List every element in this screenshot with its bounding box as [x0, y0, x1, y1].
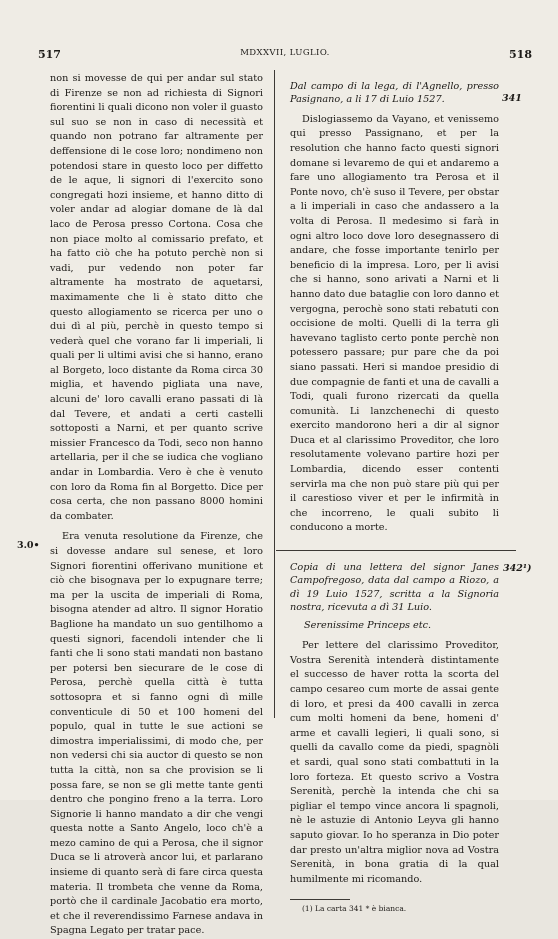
margin-number: 341 — [502, 93, 522, 104]
letter-heading — [290, 561, 532, 615]
right-paragraph: Dislogiassemo da Vayano, et venissemo qui presso Passignano, et per la resolution che hanno facto questi signori domane si levaremo de qui et andaremo a fare uno allogiamento tra Perosa et il Ponte novo, ch'è suso il Tevere, per obstar a li imperiali in caso che andassero a la volta di Perosa. Il medesimo si farà in ogni altro loco dove loro desegnassero di andare, che fosse importante tenirlo per beneficio di la impresa. Loro, per li avisi che si hanno, sono arivati a Narni et li hanno dato due bataglie con loro danno et vergogna, perochè sono stati rebatuti con occisione de molti. Quelli di la terra gli havevano taglisto certo ponte perchè non potessero passare; pur pare che da poi siano passati. Heri si mandoe presidio di due compagnie de fanti et una de cavalli a Todi, quali furono rizercati da quella comunità. Li lanzchenechi di questo exercito mandorono heri a dir al signor Duca et al clarissimo Proveditor, che loro resolutamente volevano partire hozi per Lombardia, dicendo esser contenti servirla ma che non può stare più qui per il carestioso viver et per le infirmità in che incorreno, le quali subito li conducono a morte. — [290, 113, 499, 534]
page-number-left: 517 — [38, 48, 61, 61]
column-divider — [274, 70, 275, 718]
letter-heading — [290, 80, 522, 107]
section-rule — [276, 550, 516, 551]
left-column — [50, 72, 263, 939]
right-paragraph: Per lettere del clarissimo Proveditor, Vostra Serenità intenderà distintamente el successo de haver rotta la scorta del campo cesareo cum morte de assai gente di loro, et presi da 400 cavalli in zerca cum molti homeni da bene, homeni d' arme et cavalli legieri, li quali sono, si quelli da cavallo come da piedi, spagnòli et sardi, qual sono stati combattuti in la loro forteza. Et questo scrivo a Vostra Serenità, perchè la intenda che chi sa pigliar el tempo vince ancora li spagnoli, nè le astuzie di Antonio Leyva gli hanno saputo giovar. Io ho speranza in Dio poter dar presto un'altra miglior nova ad Vostra Serenità, in bona gratia di la qual humilmente mi ricomando. — [290, 640, 499, 885]
left-paragraph: non si movesse de qui per andar sul stato di Firenze se non ad richiesta di Signori fiorentini li quali dicono non voler il guasto sul suo se non in caso di necessità et quando non potrano far altramente per deffensione di le cose loro; nondimeno non potendosi stare in questo loco per diffetto de le aque, li signori di l'exercito sono congregati hozi insieme, et hanno ditto di voler andar ad alogiar domane de là dal laco de Perosa presso Cortona. Cosa che non piace molto al comissario prefato, et ha fatto ciò che ha potuto perchè non si vadi, pur vedendo non poter far altramente ha mostrato de aquetarsi, maximamente che li è stato ditto che questo allogiamento se ricerca per uno o dui dì al più, perchè in questo tempo si vederà quel che vorano far li imperiali, li quali per li ultimi avisi che si hanno, erano al Borgeto, loco distante da Roma circa 30 miglia, et havendo pigliata una nave, alcuni de' loro cavalli erano passati di là dal Tevere, et andati a certi castelli sottoposti a Narni, et per quanto scrive missier Francesco da Todi, seco non hanno artellaria, per il che se iudica che vogliano andar in Lombardia. Vero è che è venuto con loro da Roma fin al Borgetto. Dice per cosa certa, che non passano 8000 homini da combater. — [50, 73, 263, 522]
letter-heading-text: Copia di una lettera del signor Janes Campofregoso, data dal campo a Riozo, a dì 19 Luio 1527, scritta a la Signoria nostra, ricevuta a dì 31 Luio. — [290, 562, 499, 614]
left-margin-mark: 3.0• — [17, 540, 40, 551]
salutation: Serenissime Princeps etc. — [304, 619, 432, 631]
page-number-right: 518 — [509, 48, 532, 61]
footnote-rule — [290, 899, 350, 900]
left-paragraph: Era venuta resolutione da Firenze, che si dovesse andare sul senese, et loro Signori fiorentini offerivano munitione et ciò che bisognava per lo expugnare terre; ma per la uscita de imperiali di Roma, bisogna atender ad altro. Il signor Horatio Baglione ha mandato un suo gentilhomo a questi signori, facendoli intender che li fanti che li sono stati mandati non bastano per potersi ben siecurare de le cose di Perosa, perchè quella città è tutta sottosopra et si fanno ogni dì mille conventicule di 50 et 100 homeni del populo, qual in tutte le sue actioni se dimostra imperialissimi, di modo che, per non vedersi chi sia auctor di questo se non tutta la città, non sa che provision se li possa fare, se non se gli mette tante genti dentro che pongino freno a la terra. Loro Signorie li hanno mandato a dir che vengi questa notte a Santo Angelo, loco ch'è a mezo camino de qui a Perosa, che il signor Duca se li atroverà ancor lui, et parlarano insieme di quanto serà di fare circa questa materia. Il trombeta che venne da Roma, portò che il cardinale Jacobatio era morto, et che il reverendissimo Farnese andava in Spagna Legato per tratar pace. — [50, 531, 263, 937]
letter-heading-text: Dal campo di la lega, di l'Agnello, presso Pasignano, a li 17 di Luio 1527. — [290, 81, 499, 106]
running-title: MDXXVII, LUGLIO. — [240, 48, 330, 58]
footnote: (1) La carta 341 * è bianca. — [302, 904, 407, 914]
right-column — [290, 80, 532, 914]
running-header — [38, 48, 532, 64]
margin-number: 342¹) — [503, 563, 532, 575]
